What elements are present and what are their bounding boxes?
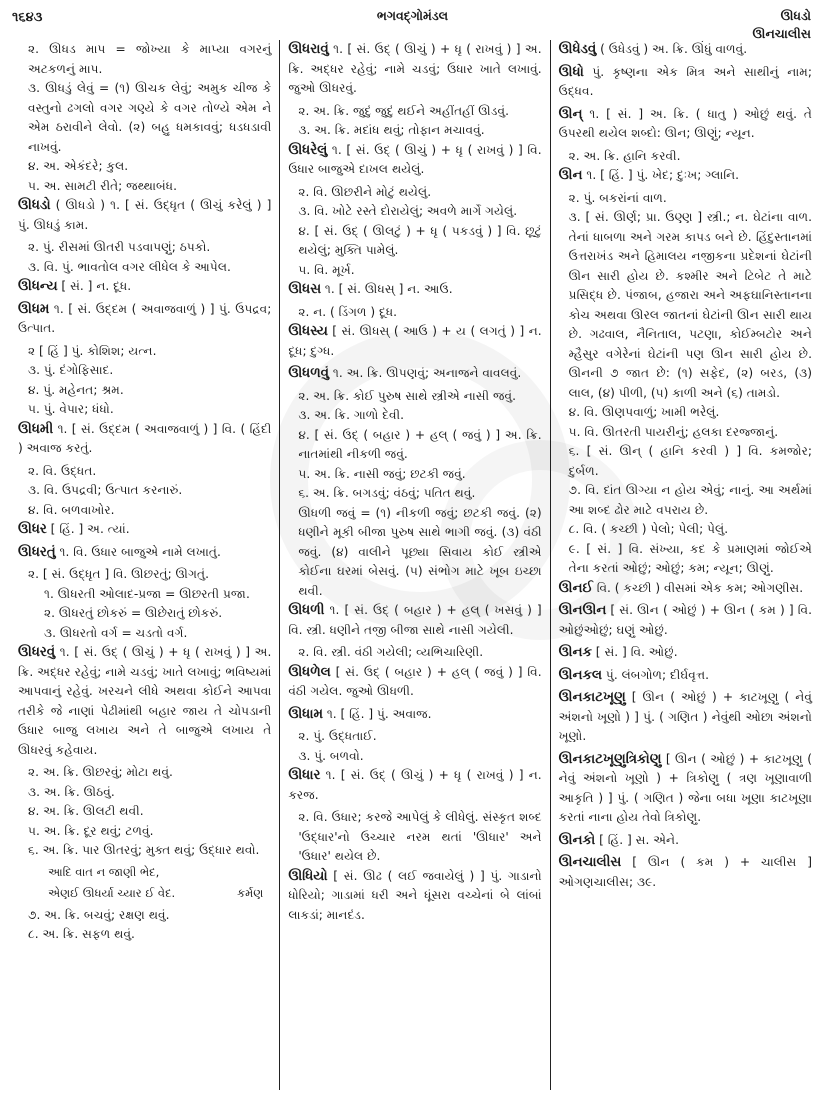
- column-right: [550, 40, 820, 1090]
- guide-word-last: ઊનચાલીસ: [752, 26, 811, 41]
- sense-line: ૨. ઊધડ માપ = જોખ્યા કે માપ્યા વગરનું અટકળનું માપ.: [28, 42, 272, 76]
- quotation-text: આદિ વાત ન જાણી ભેદ,: [48, 864, 160, 879]
- dictionary-entry: [559, 750, 812, 828]
- dictionary-entry: [288, 141, 541, 180]
- headword: ઊધડો: [18, 198, 51, 213]
- definition-text: ૧. [ સં. ઉદ્દમ ( અવાજવાળું ) ] પું. ઉપદ્રવ; ઉત્પાત.: [18, 301, 272, 335]
- dictionary-entry: [559, 831, 812, 851]
- dictionary-entry: [288, 766, 541, 805]
- sense-line: ૩. અ. ક્રિ. મદાંધ થવું; તોફાન મચાવવું.: [298, 123, 485, 137]
- sense-line: ૫. વિ. મૂર્ખ.: [298, 262, 355, 277]
- definition-text: [ ઊન ( ઓછું ) + કાટખૂણુ ( નેવું અંશનો ખૂણો ) ] પું. ( ગણિત ) નેવુંથી ઓછા અંશનો ખૂણો.: [558, 690, 812, 743]
- dictionary-entry: [18, 520, 271, 540]
- dictionary-entry: [559, 601, 812, 640]
- sense-line: ૪. વિ. બળવાખોર.: [28, 502, 115, 517]
- sense-line: ૪. [ સં. ઉદ્ ( ઊલટું ) + ધૃ ( પકડવું ) ] વિ. છૂટું થયેલું; મુક્તિ પામેલું.: [298, 223, 542, 257]
- sense-line: ૩. પું. દંગોફિસાદ.: [28, 363, 114, 377]
- definition-text: ૧. [ હિં. ] પું. અવાજ.: [322, 706, 432, 721]
- dictionary-entry: [288, 705, 541, 725]
- dictionary-entry: [288, 280, 541, 300]
- sense-line: ૫. અ. ક્રિ. નાસી જવું; છટકી જવું.: [298, 466, 466, 481]
- definition-text: ૧. વિ. ઉધાર બાજુએ નામે લખાતું.: [55, 544, 221, 559]
- headword: ઊધરતું: [18, 544, 56, 560]
- sense-line: ૯. [ સં. ] વિ. સંખ્યા, કદ કે પ્રમાણમાં જોઈએ તેના કરતાં ઓછું; ઓછું; કમ; ન્યૂન; ઊણું.: [568, 541, 812, 575]
- quotation-text: એણઈ ઊધર્યા ચ્યાર ઈ વેદ.: [48, 886, 176, 900]
- sense-line: ૬. અ. ક્રિ. પાર ઊતરવું; મુક્ત થવું; ઉદ્ધાર થવો.: [28, 843, 260, 857]
- page-number: ૧૬૪૩: [12, 10, 43, 25]
- sense-line: ૬. અ. ક્રિ. બગડવું; વંઠવું; પતિત થવું.: [298, 486, 476, 500]
- dictionary-entry: [18, 643, 271, 760]
- dictionary-entry: [18, 543, 271, 563]
- definition-text: [ સં. ] વિ. ઓછું.: [591, 645, 678, 659]
- sense-line: ૪. અ. એકંદરે; કુલ.: [28, 159, 129, 173]
- sense-line: ૨. ન. ( ડિંગળ ) દૂધ.: [298, 304, 398, 319]
- definition-text: ૧. [ સં. ઉદ્ ( ઊચું ) + ધૃ ( રાખવું ) ] અ. ક્રિ. અદ્ધર રહેવું; નામે ચડવું; ઉધાર ખાતે લખાવું. જુઓ ઊધરવું.: [288, 42, 542, 95]
- headword: ઊન્: [558, 106, 583, 122]
- sense-line: ૩. અ. ક્રિ. ગાળો દેવી.: [298, 408, 404, 422]
- dictionary-entry: [559, 40, 812, 60]
- headword: ઊનઈ: [558, 580, 593, 596]
- sense-line: ૪. વિ. ઊણપવાળું; ખામી ભરેલું.: [568, 405, 720, 419]
- dictionary-entry: [18, 300, 271, 339]
- definition-text: ૧. [ સં. ] અ. ક્રિ. ( ધાતુ ) ઓછું થવું. તે ઉપરથી થયેલ શબ્દો: ઊન; ઊણું; ન્યૂન.: [558, 106, 812, 140]
- definition-text: ( ઉધેડવું ) અ. ક્રિ. ઊંધું વાળવું.: [596, 42, 748, 56]
- dictionary-entry: [559, 166, 812, 186]
- dictionary-entry: [288, 867, 541, 926]
- sense-line: ૨. પું. બકરાંનાં વાળ.: [568, 190, 667, 205]
- column-left: [10, 40, 279, 1090]
- headword: ઊધળી: [288, 603, 325, 618]
- usage-example: ૩. ઊધરતો વર્ગ = ચડતો વર્ગ.: [44, 625, 188, 640]
- headword: ઊધામ: [288, 706, 323, 722]
- definition-text: [ હિં. ] અ. ત્યાં.: [46, 522, 130, 536]
- dictionary-entry: [559, 643, 812, 663]
- definition-text: ૧. [ સં. ઉદ્દમ ( અવાજવાળું ) ] વિ. ( હિંદી ) અવાજ કરતું.: [18, 421, 272, 455]
- sense-line: ૨. અ. ક્રિ. ઊછરવું; મોટા થવું.: [28, 765, 173, 779]
- headword: ઊનકાટખૂણુત્રિકોણુ: [558, 751, 662, 767]
- sense-line: ૩. ઊધડું લેવું = (૧) ઊચક લેવું; અમુક ચીજ કે વસ્તુનો ઢગલો વગર ગણ્યે કે વગર તોળ્યે એમ ને એમ ઠરાવીને લેવો. (૨) બહુ ધમકાવવું; ધડધડાવી નાખવું.: [28, 81, 272, 154]
- headword: ઊધાર: [288, 768, 321, 783]
- dictionary-entry: [288, 364, 541, 384]
- guide-word-first: ઊધડો: [780, 8, 811, 23]
- sense-line: ૮. વિ. ( કચ્છી ) પેલો; પેલી; પેલું.: [568, 522, 729, 536]
- definition-text: ( ઊધડો ) ૧. [ સં. ઉદ્ધૃત ( ઊચું કરેલું ) ] પું. ઊધડું કામ.: [18, 198, 272, 232]
- sense-line: ૨. અ. ક્રિ. જુદું જુદું થઈને અહીંતહીં ઊડવું.: [298, 103, 509, 118]
- sense-line: ૩. વિ. ઉપદ્રવી; ઉત્પાત કરનારું.: [28, 483, 183, 497]
- usage-example: ૨. ઊધરતું છોકરું = ઊછેરાતું છોકરું.: [44, 606, 223, 620]
- definition-text: ૧. [ સં. ઊધસ્ ] ન. આઉ.: [321, 282, 453, 296]
- sense-line: ૫. અ. ક્રિ. દૂર થવું; ટળવું.: [28, 823, 154, 838]
- headword: ઊન: [558, 168, 583, 183]
- sense-line: ૨. વિ. ઉદ્ધત.: [28, 463, 97, 478]
- definition-text: ૧. [ સં. ઉદ્ ( બહાર ) + હલ્ ( ખસવું ) ] વિ. સ્ત્રી. ધણીને તજી બીજા સાથે નાસી ગયેલી.: [288, 603, 542, 637]
- dictionary-entry: [288, 322, 541, 361]
- sense-line: ૫. અ. સામટી રીતે; જથ્થાબંધ.: [28, 178, 177, 193]
- sense-line: ૨. [ સં. ઉદ્ધૃત ] વિ. ઊછરતું; ઊગતું.: [28, 567, 210, 581]
- definition-text: [ સં. ઉદ્ ( બહાર ) + હલ્ ( જવું ) ] વિ. વંઠી ગયેલ. જુઓ ઊધળી.: [288, 664, 542, 698]
- sense-line: ૨. અ. ક્રિ. હાનિ કરવી.: [568, 148, 681, 163]
- sense-line: ૨. પું. રીસમાં ઊતરી પડવાપણું; ઠપકો.: [28, 240, 211, 254]
- dictionary-entry: [559, 688, 812, 747]
- definition-text: [ સં. ઊધસ્ ( આઉ ) + ય ( લગતું ) ] ન. દૂધ; દુગ્ધ.: [288, 324, 542, 358]
- dictionary-entry: [18, 420, 271, 459]
- headword: ઊધન્ય: [18, 279, 58, 294]
- definition-text: [ સં. ઊઢ ( લઈ જવાયેલું ) ] પું. ગાડાનો ધોરિયો; ગાડામાં ધરી અને ધૂંસરા વચ્ચેનાં બે લાંબાં લાકડાં; માનદંડ.: [288, 868, 542, 922]
- sense-line: ૨. પું. ઉદ્ધતાઈ.: [298, 729, 377, 743]
- headword: ઊધિયો: [288, 868, 328, 884]
- dictionary-entry: [288, 601, 541, 640]
- definition-text: ૧. [ સં. ઉદ્ ( ઊચું ) + ધૃ ( રાખવું ) ] ન. કરજ.: [288, 768, 542, 802]
- dictionary-entry: [18, 277, 271, 297]
- headword: ઊનચાલીસ: [558, 855, 622, 870]
- definition-text: [ સં. ] ન. દૂધ.: [57, 279, 132, 293]
- sense-line: ૨ [ હિં ] પું. કોશિશ; યત્ન.: [28, 343, 157, 358]
- headword: ઊધર: [18, 522, 47, 537]
- quotation-line: [18, 863, 271, 883]
- headword: ઊધળવું: [288, 366, 329, 381]
- headword: ઊધરાવું: [288, 42, 329, 57]
- sense-line: ૭. અ. ક્રિ. બચવું; રક્ષણ થવું.: [28, 907, 170, 922]
- definition-text: [ ઊન ( ઓછું ) + કાટખૂણુ ( નેવું અંશનો ખૂણો ) + ત્રિકોણુ ( ત્રણ ખૂણાવાળી આકૃતિ ) ] પું. ( ગણિત ) જેના બધા ખૂણા કાટખૂણા કરતાં નાના હોય તેવો ત્રિકોણુ.: [558, 751, 812, 824]
- headword: ઊનકો: [558, 832, 596, 848]
- dictionary-entry: [559, 105, 812, 144]
- dictionary-entry: [559, 63, 812, 102]
- dictionary-entry: [559, 853, 812, 892]
- sense-line: ૬. [ સં. ઊન્ ( હાનિ કરવી ) ] વિ. કમજોર; દુર્બળ.: [568, 444, 812, 478]
- dictionary-entry: [559, 579, 812, 599]
- headword: ઊધસ: [288, 282, 322, 297]
- sense-line: ઊધળી જવું = (૧) નીકળી જવું; છટકી જવું. (૨) ધણીને મૂકી બીજા પુરુષ સાથે ભાગી જવું. (૩) વંઠી જવું. (૪) વાલીને પૂછ્યા સિવાય કોઈ સ્ત્રીએ કોઈના ઘરમાં બેસવું. (૫) સંભોગ માટે ખૂબ ઇચ્છા થવી.: [298, 505, 542, 598]
- definition-text: [ સં. ઊન ( ઓછું ) + ઊન ( કમ ) ] વિ. ઓછુંઓછું; ઘણું ઓછું.: [558, 603, 812, 637]
- headword: ઊનકાટખૂણુ: [558, 690, 626, 705]
- sense-line: ૪. [ સં. ઉદ્ ( બહાર ) + હલ્ ( જવું ) ] અ. ક્રિ. નાતમાંથી નીકળી જવું.: [298, 427, 542, 461]
- headword: ઊધરેલું: [288, 142, 328, 158]
- sense-line: ૨. વિ. ઊછરીને મોટું થયેલું.: [298, 184, 432, 199]
- sense-line: ૪. પું. મહેનત; શ્રમ.: [28, 382, 124, 397]
- dictionary-columns: [10, 40, 820, 1090]
- sense-line: ૩. વિ. પું. ભાવતોલ વગર લીધેલ કે આપેલ.: [28, 259, 231, 274]
- sense-line: ૫. વિ. ઊતરતી પાયરીનું; હલકા દરજ્જાનું.: [568, 424, 779, 439]
- headword: ઊધસ્ય: [288, 324, 328, 339]
- column-middle: [279, 40, 549, 1090]
- sense-line: ૩. અ. ક્રિ. ઊઠવું.: [28, 784, 115, 799]
- definition-text: પું. લંબગોળ; દીર્ઘવૃત્ત.: [602, 667, 710, 682]
- sense-line: ૮. અ. ક્રિ. સફળ થવું.: [28, 927, 135, 941]
- headword: ઊધળેલ: [288, 664, 331, 680]
- sense-line: ૨. વિ. ઉધાર; કરજે આપેલું કે લીધેલું. સંસ્કૃત શબ્દ 'ઉદ્ધાર'નો ઉચ્ચાર નરમ થતાં 'ઊધાર' અને 'ઉધાર' થયેલ છે.: [298, 810, 542, 863]
- definition-text: [ ઊન ( કમ ) + ચાલીસ ] ઓગણચાલીસ; ૩૯.: [558, 855, 812, 889]
- headword: ઊધો: [558, 64, 584, 80]
- usage-example: ૧. ઊધરતી ઓલાદ-પ્રજા = ઊછરતી પ્રજા.: [44, 586, 250, 601]
- dictionary-entry: [288, 663, 541, 702]
- headword: ઊનકલ: [558, 667, 603, 683]
- definition-text: ૧. [ હિં. ] પું. ખેદ; દુઃખ; ગ્લાનિ.: [582, 168, 740, 182]
- headword: ઊધેડવું: [558, 42, 597, 57]
- definition-text: પું. કૃષ્ણના એક મિત્ર અને સાથીનું નામ; ઉદ્ધવ.: [558, 64, 812, 98]
- sense-line: ૩. પું. બળવો.: [298, 748, 364, 763]
- dictionary-entry: [559, 666, 812, 686]
- dictionary-entry: [18, 196, 271, 235]
- sense-line: ૩. [ સં. ઊર્ણ; પ્રા. ઉણ્ણ ] સ્ત્રી.; ન. ઘેટાંના વાળ. તેનાં ધાબળા અને ગરમ કાપડ બને છે. હિંદુસ્તાનમાં ઉત્તરાખંડ અને હિમાલય નજીકના પ્રદેશનાં ઘેટાંની ઊન સારી હોય છે. કશ્મીર અને ટિબેટ તે માટે પ્રસિદ્ધ છે. પંજાબ, હજારા અને અફઘાનિસ્તાનના કોચ અથવા ઊરલ જાતનાં ઘેટાંની ઊન સારી થાય છે. ગઢવાલ, નૈનિતાલ, પટણા, કોઈમ્બટોર અને મ્હૈસુર વગેરેનાં ઘેટાંની પણ ઊન સારી હોય છે. ઊનની ૭ જાત છે: (૧) સફેદ, (૨) બરડ, (૩) લાલ, (૪) પીળી, (૫) કાળી અને (૬) તામડો.: [568, 210, 812, 400]
- sense-line: ૭. વિ. દાંત ઊગ્યા ન હોય એવું; નાનું. આ અર્થમાં આ શબ્દ ઢોર માટે વપરાય છે.: [568, 483, 812, 517]
- definition-text: ૧. અ. ક્રિ. ઊપણવું; અનાજને વાવલવું.: [329, 366, 522, 380]
- headword: ઊધમ: [18, 301, 50, 317]
- sense-line: ૩. વિ. ખોટે રસ્તે દોરાયેલું; અવળે માર્ગે ગયેલું.: [298, 204, 518, 218]
- sense-line: ૪. અ. ક્રિ. ઊલટી થવી.: [28, 804, 144, 818]
- headword: ઊધમી: [18, 421, 54, 437]
- definition-text: ૧. [ સં. ઉદ્ ( ઊચું ) + ધૃ ( રાખવું ) ] અ. ક્રિ. અદ્ધર રહેવું; નામે ચડવું; ખાતે લખાવું; ભવિષ્યમાં આપવાનું રહેવું. ખરચને લીધે અથવા કોઈને આપવા તરીકે જે નાણાં પેઢીમાંથી બહાર જાય તે ચોપડાની ઉધાર બાજુ લખાય અને તે બાજુએ લખાય તે ઊધરવું કહેવાય.: [18, 645, 272, 757]
- definition-text: ૧. [ સં. ઉદ્ ( ઊચું ) + ધૃ ( રાખવું ) ] વિ. ઉધાર બાજુએ દાખલ થયેલું.: [288, 142, 542, 176]
- sense-line: ૨. અ. ક્રિ. કોઈ પુરુષ સાથે સ્ત્રીએ નાસી જવું.: [298, 388, 517, 403]
- sense-line: ૨. વિ. સ્ત્રી. વંઠી ગયેલી; વ્યભિચારિણી.: [298, 645, 484, 659]
- headword: ઊધરવું: [18, 645, 56, 660]
- dictionary-entry: [288, 40, 541, 99]
- definition-text: [ હિં. ] સ. એને.: [595, 832, 680, 847]
- book-title: ભગવદ્ગોમંડલ: [376, 8, 449, 23]
- sense-line: ૫. પું. વેપાર; ધંધો.: [28, 402, 114, 416]
- definition-text: વિ. ( કચ્છી ) વીસમાં એક કમ; ઓગણીસ.: [592, 580, 804, 595]
- quotation-source: કર્મણ: [237, 886, 264, 900]
- headword: ઊનક: [558, 645, 592, 660]
- headword: ઊનઊન: [558, 603, 607, 618]
- quotation-line: [18, 884, 271, 904]
